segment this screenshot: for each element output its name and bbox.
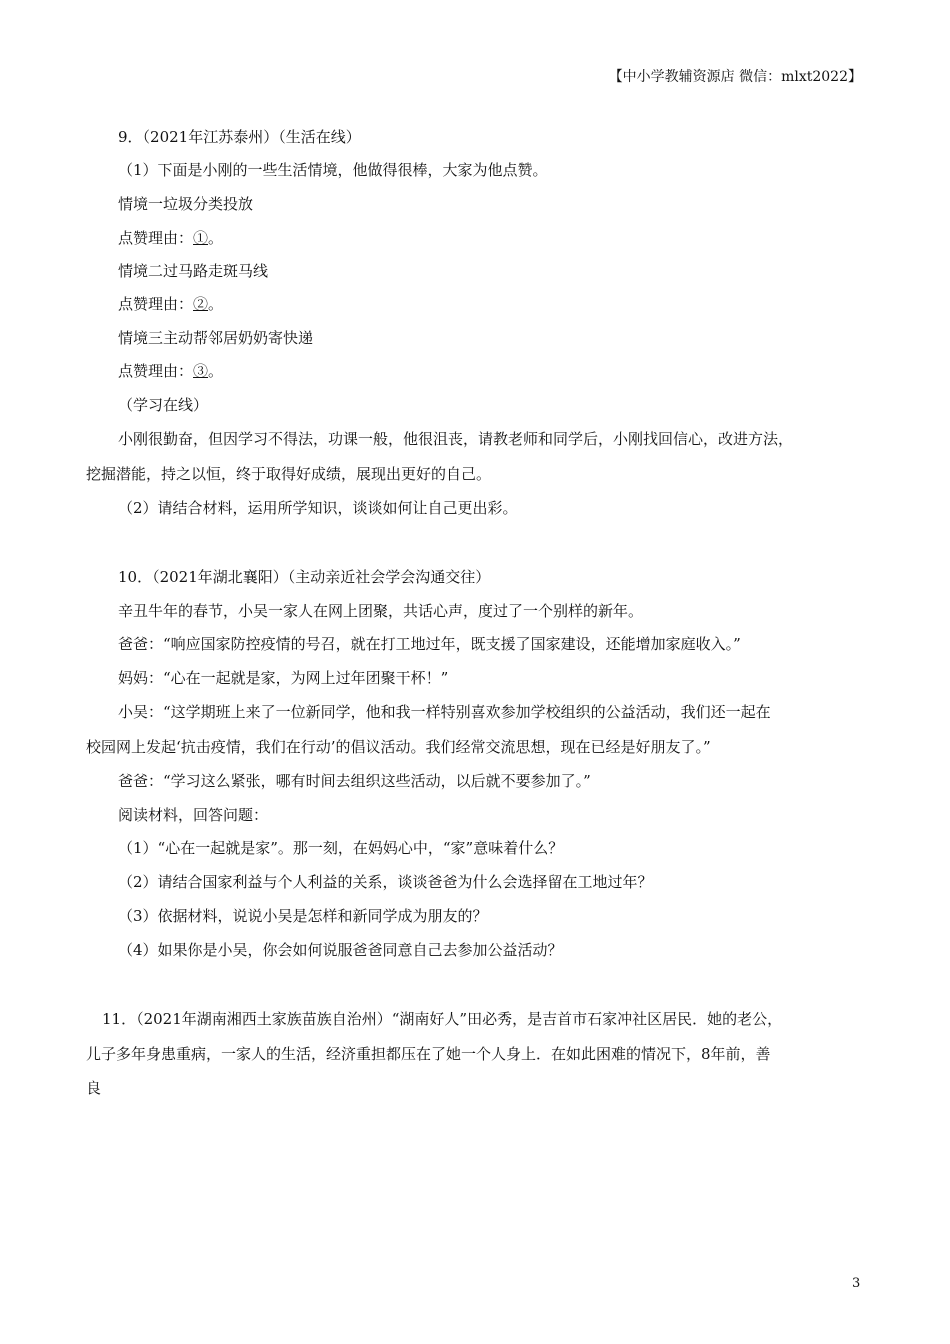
q10-line-3: 妈妈：“心在一起就是家，为网上过年团聚干杯！” <box>118 669 449 687</box>
q10-title: 10．（2021年湖北襄阳）（主动亲近社会学会沟通交往） <box>118 568 491 586</box>
q9-paragraph-line-2: 挖掘潜能，持之以恒，终于取得好成绩，展现出更好的自己。 <box>86 465 492 483</box>
answer-blank-1: ① <box>193 229 209 247</box>
page-header: 【中小学教辅资源店 微信：mlxt2022】 <box>608 69 862 85</box>
reason-label: 点赞理由： <box>118 362 194 380</box>
q10-line-4b: 校园网上发起‘抗击疫情，我们在行动’的倡议活动。我们经常交流思想，现在已经是好朋友了。” <box>86 738 711 756</box>
q10-question-3: （3）依据材料，说说小吴是怎样和新同学成为朋友的？ <box>118 907 488 925</box>
q11-line-2: 儿子多年身患重病，一家人的生活，经济重担都压在了她一个人身上．在如此困难的情况下，8年前，善 <box>86 1045 771 1063</box>
answer-blank-2: ② <box>193 295 209 313</box>
reason-label: 点赞理由： <box>118 229 194 247</box>
q10-question-2: （2）请结合国家利益与个人利益的关系，谈谈爸爸为什么会选择留在工地过年？ <box>118 873 653 891</box>
reason-label: 点赞理由： <box>118 295 194 313</box>
period: 。 <box>208 229 224 247</box>
q11-line-1: 11．（2021年湖南湘西土家族苗族自治州）“湖南好人”田必秀，是吉首市石家冲社区居民．她的老公， <box>102 1010 783 1028</box>
q10-line-6: 阅读材料，回答问题： <box>118 806 269 824</box>
q9-reason-3 <box>118 361 223 381</box>
q10-line-1: 辛丑牛年的春节，小吴一家人在网上团聚，共话心声，度过了一个别样的新年。 <box>118 602 644 620</box>
q9-situation-2: 情境二过马路走斑马线 <box>118 262 269 280</box>
answer-blank-3: ③ <box>193 362 209 380</box>
q9-intro: （1）下面是小刚的一些生活情境，他做得很棒，大家为他点赞。 <box>118 161 548 179</box>
q10-question-1: （1）“心在一起就是家”。那一刻，在妈妈心中，“家”意味着什么？ <box>118 839 564 857</box>
q9-question-2: （2）请结合材料，运用所学知识，谈谈如何让自己更出彩。 <box>118 499 518 517</box>
q10-question-4: （4）如果你是小吴，你会如何说服爸爸同意自己去参加公益活动？ <box>118 941 563 959</box>
q9-title: 9．（2021年江苏泰州）（生活在线） <box>118 128 361 146</box>
q10-line-4a: 小吴：“这学期班上来了一位新同学，他和我一样特别喜欢参加学校组织的公益活动，我们还一起在 <box>118 703 771 721</box>
q10-line-2: 爸爸：“响应国家防控疫情的号召，就在打工地过年，既支援了国家建设，还能增加家庭收入。” <box>118 635 741 653</box>
period: 。 <box>208 295 224 313</box>
q9-situation-3: 情境三主动帮邻居奶奶寄快递 <box>118 329 314 347</box>
q9-reason-1 <box>118 228 223 248</box>
q9-paragraph-line-1: 小刚很勤奋，但因学习不得法，功课一般，他很沮丧，请教老师和同学后，小刚找回信心，改进方法， <box>118 430 794 448</box>
q10-line-5: 爸爸：“学习这么紧张，哪有时间去组织这些活动，以后就不要参加了。” <box>118 772 591 790</box>
q11-line-3: 良 <box>86 1079 102 1097</box>
q9-section-title: （学习在线） <box>118 396 209 414</box>
q9-situation-1: 情境一垃圾分类投放 <box>118 195 254 213</box>
page-number: 3 <box>852 1276 861 1291</box>
period: 。 <box>208 362 224 380</box>
q9-reason-2 <box>118 294 223 314</box>
